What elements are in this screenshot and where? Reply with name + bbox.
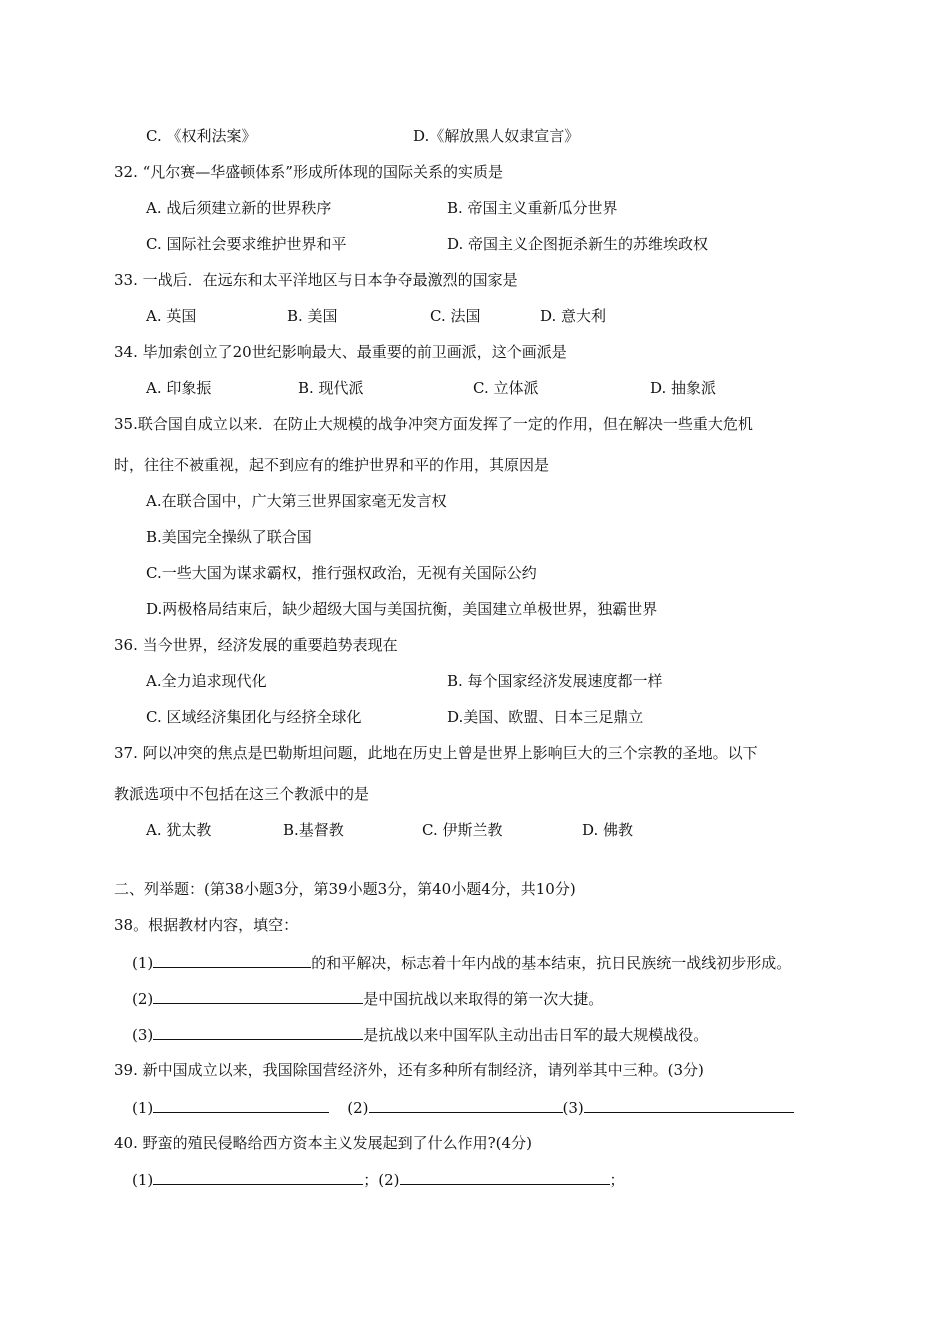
q32-option-c: C. 国际社会要求维护世界和平 (146, 235, 347, 253)
q36-option-a: A.全力追求现代化 (146, 672, 267, 690)
q38-item3-number: (3) (132, 1026, 154, 1044)
q38-item2-number: (2) (132, 990, 154, 1008)
q31-option-c: C. 《权利法案》 (146, 127, 257, 145)
q40-end-mark: ； (609, 1171, 625, 1189)
q32-option-a: A. 战后须建立新的世界秩序 (146, 199, 332, 217)
q40-number-2: (2) (378, 1171, 400, 1189)
q38-item3-text: 是抗战以来中国军队主动出击日军的最大规模战役。 (363, 1026, 709, 1044)
q40-blank-2[interactable] (400, 1169, 610, 1185)
q35-stem-line2: 时，往往不被重视，起不到应有的维护世界和平的作用，其原因是 (114, 456, 550, 474)
q35-stem-line1: 35.联合国自成立以来．在防止大规模的战争冲突方面发挥了一定的作用，但在解决一些重大危机 (114, 415, 753, 433)
q34-option-b: B. 现代派 (298, 379, 364, 397)
q37-option-a: A. 犹太教 (146, 821, 212, 839)
q36-option-d: D.美国、欧盟、日本三足鼎立 (447, 708, 644, 726)
q38-item3 (132, 1024, 708, 1045)
q36-option-b: B. 每个国家经济发展速度都一样 (447, 672, 663, 690)
q34-stem: 34. 毕加索创立了20世纪影响最大、最重要的前卫画派，这个画派是 (114, 343, 567, 361)
q40-stem: 40. 野蛮的殖民侵略给西方资本主义发展起到了什么作用?(4分) (114, 1134, 532, 1152)
q39-number-2: (2) (347, 1099, 369, 1117)
q33-stem: 33. 一战后．在远东和太平洋地区与日本争夺最激烈的国家是 (114, 271, 518, 289)
q37-option-c: C. 伊斯兰教 (422, 821, 503, 839)
q36-option-c: C. 区域经济集团化与经挤全球化 (146, 708, 362, 726)
q40-separator: ； (363, 1171, 379, 1189)
q33-option-b: B. 美国 (287, 307, 338, 325)
q39-blank-2[interactable] (369, 1097, 563, 1113)
q33-option-c: C. 法国 (430, 307, 481, 325)
q39-stem: 39. 新中国成立以来，我国除国营经济外，还有多种所有制经济，请列举其中三种。(3分) (114, 1061, 704, 1079)
q31-option-d: D.《解放黑人奴隶宣言》 (413, 127, 580, 145)
q33-option-d: D. 意大利 (540, 307, 607, 325)
q38-item1 (132, 952, 791, 973)
q38-item2-text: 是中国抗战以来取得的第一次大捷。 (363, 990, 604, 1008)
q40-number-1: (1) (132, 1171, 154, 1189)
q35-option-d: D.两极格局结束后，缺少超级大国与美国抗衡，美国建立单极世界，独霸世界 (146, 600, 658, 618)
q33-option-a: A. 英国 (146, 307, 197, 325)
q34-option-a: A. 印象振 (146, 379, 212, 397)
q39-blank-1[interactable] (153, 1097, 329, 1113)
q39-blank-3[interactable] (584, 1097, 794, 1113)
q37-option-b: B.基督教 (283, 821, 344, 839)
q35-option-b: B.美国完全操纵了联合国 (146, 528, 312, 546)
section2-heading: 二、列举题：(第38小题3分，第39小题3分，第40小题4分，共10分) (114, 880, 576, 898)
q35-option-c: C.一些大国为谋求霸权，推行强权政治，无视有关国际公约 (146, 564, 537, 582)
q39-answers (132, 1097, 794, 1118)
q39-number-1: (1) (132, 1099, 154, 1117)
q35-option-a: A.在联合国中，广大第三世界国家毫无发言权 (146, 492, 447, 510)
q32-option-d: D. 帝国主义企图扼杀新生的苏维埃政权 (447, 235, 709, 253)
q38-stem: 38。根据教材内容，填空： (114, 916, 299, 934)
q32-stem: 32. “凡尔赛—华盛顿体系”形成所体现的国际关系的实质是 (114, 163, 503, 181)
q40-blank-1[interactable] (153, 1169, 363, 1185)
q39-number-3: (3) (562, 1099, 584, 1117)
q37-stem-line1: 37. 阿以冲突的焦点是巴勒斯坦问题，此地在历史上曾是世界上影响巨大的三个宗教的圣地。以下 (114, 744, 758, 762)
q40-answers (132, 1169, 625, 1190)
q37-option-d: D. 佛教 (582, 821, 634, 839)
q32-option-b: B. 帝国主义重新瓜分世界 (447, 199, 618, 217)
q38-item1-text: 的和平解决，标志着十年内战的基本结束，抗日民族统一战线初步形成。 (311, 954, 792, 972)
q34-option-c: C. 立体派 (473, 379, 539, 397)
q38-item2 (132, 988, 603, 1009)
q37-stem-line2: 教派选项中不包括在这三个教派中的是 (114, 785, 370, 803)
q38-item3-blank[interactable] (153, 1024, 363, 1040)
q38-item2-blank[interactable] (153, 988, 363, 1004)
q34-option-d: D. 抽象派 (650, 379, 717, 397)
q36-stem: 36. 当今世界，经济发展的重要趋势表现在 (114, 636, 398, 654)
q38-item1-number: (1) (132, 954, 154, 972)
q38-item1-blank[interactable] (153, 952, 311, 968)
